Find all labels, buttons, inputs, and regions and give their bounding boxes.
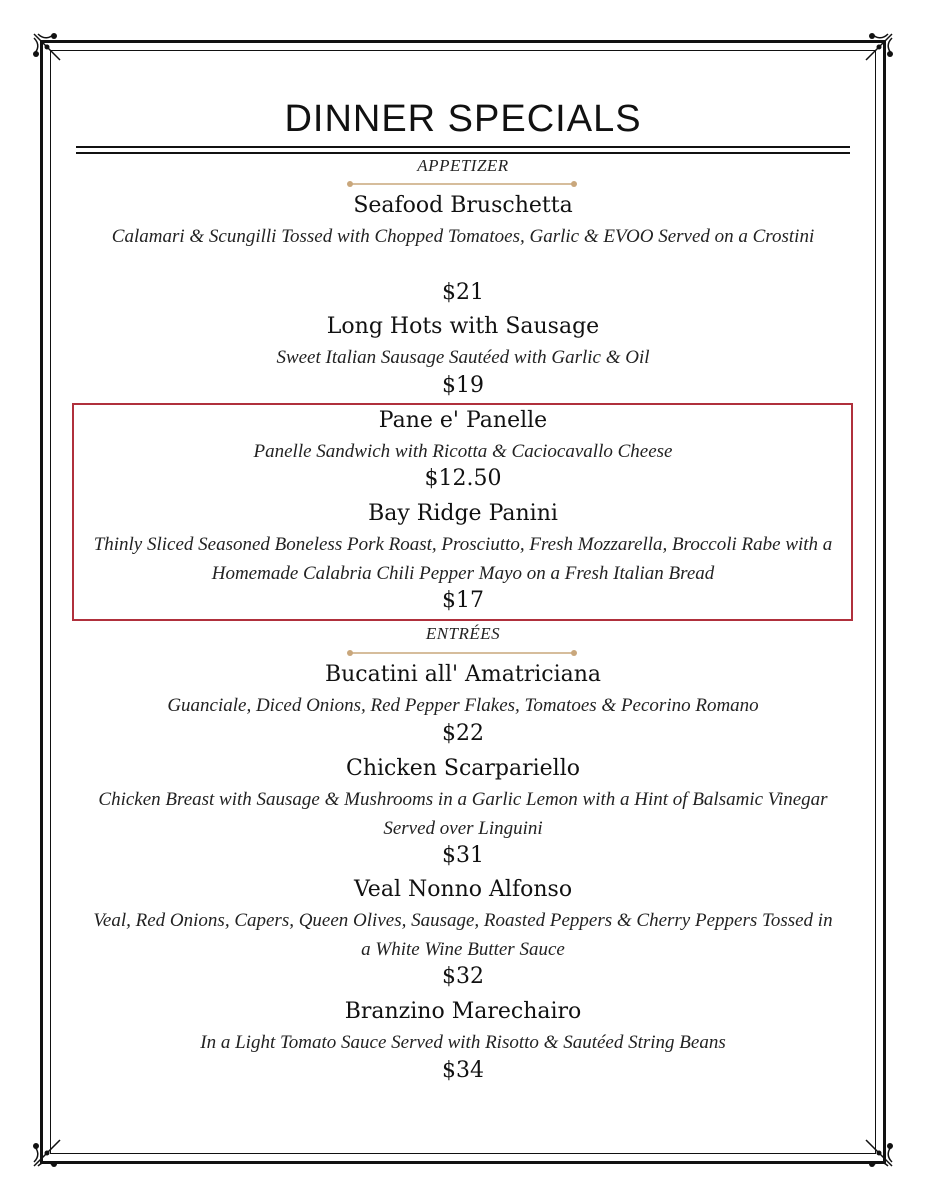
item-description: Veal, Red Onions, Capers, Queen Olives, Sausage, Roasted Peppers & Cherry Peppers Tossed in a White Wine Butter Sauce — [93, 910, 833, 960]
item-price: $31 — [442, 843, 484, 868]
page-title: DINNER SPECIALS — [284, 98, 642, 140]
floral-ornament-icon — [862, 30, 896, 64]
floral-ornament-icon — [30, 1136, 64, 1170]
item-name: Chicken Scarpariello — [346, 756, 580, 781]
item-description: Guanciale, Diced Onions, Red Pepper Flakes, Tomatoes & Pecorino Romano — [167, 695, 759, 716]
item-name: Pane e' Panelle — [378, 408, 548, 433]
section-heading-appetizer: APPETIZER — [417, 156, 509, 175]
section-divider — [346, 180, 578, 188]
item-description: Sweet Italian Sausage Sautéed with Garlic & Oil — [276, 347, 650, 368]
title-rule — [76, 146, 850, 148]
item-price: $22 — [442, 721, 484, 746]
item-description: Panelle Sandwich with Ricotta & Caciocavallo Cheese — [253, 441, 673, 462]
item-description: Calamari & Scungilli Tossed with Chopped Tomatoes, Garlic & EVOO Served on a Crostini — [111, 226, 815, 247]
item-price: $34 — [442, 1058, 484, 1083]
title-rule — [76, 152, 850, 154]
item-name: Veal Nonno Alfonso — [353, 877, 573, 902]
item-price: $19 — [442, 373, 484, 398]
section-heading-entrees: ENTRÉES — [425, 624, 501, 643]
item-price: $17 — [442, 588, 484, 613]
item-price: $32 — [442, 964, 484, 989]
floral-ornament-icon — [30, 30, 64, 64]
item-price: $12.50 — [424, 466, 502, 491]
floral-ornament-icon — [862, 1136, 896, 1170]
section-divider — [346, 649, 578, 657]
item-name: Bay Ridge Panini — [368, 501, 558, 526]
item-description: Chicken Breast with Sausage & Mushrooms in a Garlic Lemon with a Hint of Balsamic Vinegar Served over Linguini — [98, 789, 828, 839]
item-description: In a Light Tomato Sauce Served with Risotto & Sautéed String Beans — [200, 1032, 726, 1053]
item-name: Branzino Marechairo — [344, 999, 582, 1024]
item-name: Long Hots with Sausage — [326, 314, 600, 339]
item-name: Bucatini all' Amatriciana — [324, 662, 602, 687]
item-price: $21 — [442, 280, 484, 305]
item-description: Thinly Sliced Seasoned Boneless Pork Roast, Prosciutto, Fresh Mozzarella, Broccoli Rabe with a Homemade Calabria Chili Pepper Mayo on a Fresh Italian Bread — [93, 534, 833, 584]
item-name: Seafood Bruschetta — [353, 193, 573, 218]
